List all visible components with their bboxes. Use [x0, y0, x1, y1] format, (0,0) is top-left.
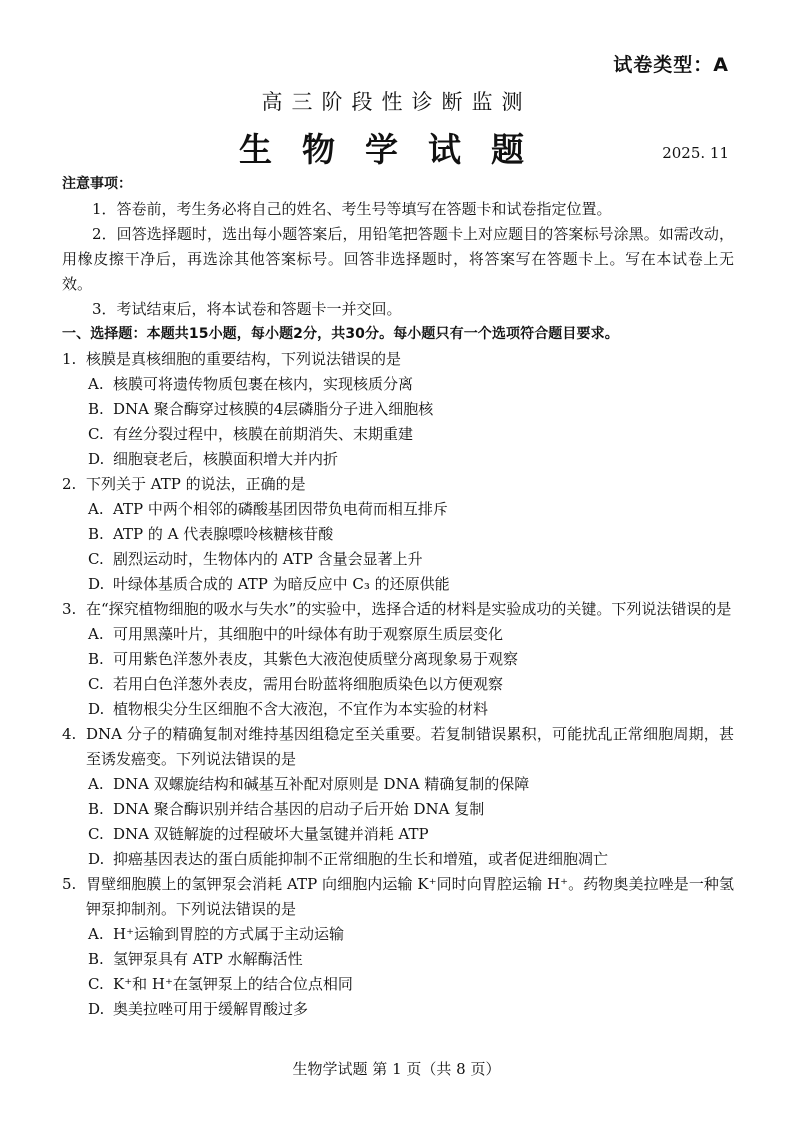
- option-letter: C.: [88, 825, 104, 843]
- question-number: 2.: [62, 475, 77, 493]
- question-stem: [62, 722, 734, 772]
- option-letter: B.: [88, 650, 104, 668]
- option-text: 可用紫色洋葱外表皮，其紫色大液泡使质壁分离现象易于观察: [113, 650, 519, 668]
- option-letter: C.: [88, 550, 104, 568]
- option-letter: A.: [88, 625, 104, 643]
- question-text: 下列关于 ATP 的说法，正确的是: [86, 475, 306, 493]
- option: [62, 572, 734, 597]
- option-text: DNA 聚合酶识别并结合基因的启动子后开始 DNA 复制: [113, 800, 485, 818]
- option: [62, 672, 734, 697]
- option-text: DNA 双链解旋的过程破坏大量氢键并消耗 ATP: [113, 825, 429, 843]
- exam-body: [62, 172, 734, 1022]
- option: [62, 397, 734, 422]
- option-text: H⁺运输到胃腔的方式属于主动运输: [113, 925, 345, 943]
- option: [62, 822, 734, 847]
- exam-title: 生物学试题: [239, 130, 554, 169]
- option-text: 奥美拉唑可用于缓解胃酸过多: [113, 1000, 309, 1018]
- option-letter: A.: [88, 775, 104, 793]
- option-text: 剧烈运动时，生物体内的 ATP 含量会显著上升: [113, 550, 423, 568]
- option-letter: A.: [88, 500, 104, 518]
- option-letter: D.: [88, 1000, 105, 1018]
- question-stem: [62, 597, 734, 622]
- question-number: 1.: [62, 350, 77, 368]
- option-letter: B.: [88, 950, 104, 968]
- option-letter: C.: [88, 675, 104, 693]
- option-text: 核膜可将遗传物质包裹在核内，实现核质分离: [113, 375, 414, 393]
- option-text: DNA 双螺旋结构和碱基互补配对原则是 DNA 精确复制的保障: [113, 775, 530, 793]
- question-stem: [62, 347, 734, 372]
- question-text: 胃壁细胞膜上的氢钾泵会消耗 ATP 向细胞内运输 K⁺同时向胃腔运输 H⁺。药物奥美拉唑是一种氢钾泵抑制剂。下列说法错误的是: [86, 875, 734, 918]
- option-letter: C.: [88, 425, 104, 443]
- option: [62, 497, 734, 522]
- option-text: 细胞衰老后，核膜面积增大并内折: [113, 450, 339, 468]
- question-text: 在“探究植物细胞的吸水与失水”的实验中，选择合适的材料是实验成功的关键。下列说法错误的是: [86, 600, 732, 618]
- option-text: 抑癌基因表达的蛋白质能抑制不正常细胞的生长和增殖，或者促进细胞凋亡: [113, 850, 609, 868]
- notice-item: 2．回答选择题时，选出每小题答案后，用铅笔把答题卡上对应题目的答案标号涂黑。如需改动，用橡皮擦干净后，再选涂其他答案标号。回答非选择题时，将答案写在答题卡上。写在本试卷上无效。: [62, 225, 734, 293]
- option-letter: D.: [88, 575, 105, 593]
- option: [62, 622, 734, 647]
- option: [62, 372, 734, 397]
- option-letter: D.: [88, 700, 105, 718]
- question-stem: [62, 472, 734, 497]
- option-letter: B.: [88, 800, 104, 818]
- notice-label: 注意事项：: [62, 176, 132, 192]
- notice-item: 1．答卷前，考生务必将自己的姓名、考生号等填写在答题卡和试卷指定位置。: [92, 200, 612, 218]
- paper-type-label: 试卷类型：A: [613, 54, 729, 76]
- option-text: 若用白色洋葱外表皮，需用台盼蓝将细胞质染色以方便观察: [113, 675, 504, 693]
- option-letter: C.: [88, 975, 104, 993]
- exam-date: 2025. 11: [662, 144, 729, 162]
- option-text: 可用黑藻叶片，其细胞中的叶绿体有助于观察原生质层变化: [113, 625, 504, 643]
- question-number: 3.: [62, 600, 77, 618]
- option-letter: B.: [88, 525, 104, 543]
- question-text: DNA 分子的精确复制对维持基因组稳定至关重要。若复制错误累积，可能扰乱正常细胞周期，甚至诱发癌变。下列说法错误的是: [86, 725, 734, 768]
- option: [62, 922, 734, 947]
- option: [62, 947, 734, 972]
- option: [62, 972, 734, 997]
- option: [62, 522, 734, 547]
- option: [62, 647, 734, 672]
- option-letter: A.: [88, 925, 104, 943]
- option-text: ATP 的 A 代表腺嘌呤核糖核苷酸: [113, 525, 334, 543]
- option: [62, 422, 734, 447]
- option-text: 氢钾泵具有 ATP 水解酶活性: [113, 950, 303, 968]
- question-number: 4.: [62, 725, 77, 743]
- option: [62, 797, 734, 822]
- exam-subtitle: 高三阶段性诊断监测: [261, 90, 532, 114]
- option-text: 植物根尖分生区细胞不含大液泡，不宜作为本实验的材料: [113, 700, 489, 718]
- section-title: 一、选择题：本题共15小题，每小题2分，共30分。每小题只有一个选项符合题目要求。: [62, 326, 619, 342]
- option: [62, 547, 734, 572]
- question-stem: [62, 872, 734, 922]
- question-text: 核膜是真核细胞的重要结构，下列说法错误的是: [86, 350, 402, 368]
- notice-item: 3．考试结束后，将本试卷和答题卡一并交回。: [92, 300, 402, 318]
- option-text: K⁺和 H⁺在氢钾泵上的结合位点相同: [113, 975, 353, 993]
- option-letter: D.: [88, 450, 105, 468]
- option-letter: B.: [88, 400, 104, 418]
- question-number: 5.: [62, 875, 77, 893]
- page-footer: 生物学试题 第 1 页（共 8 页）: [292, 1060, 501, 1078]
- option-text: ATP 中两个相邻的磷酸基团因带负电荷而相互排斥: [113, 500, 448, 518]
- option-letter: D.: [88, 850, 105, 868]
- option: [62, 847, 734, 872]
- option-text: 有丝分裂过程中，核膜在前期消失、末期重建: [113, 425, 414, 443]
- option: [62, 772, 734, 797]
- option-letter: A.: [88, 375, 104, 393]
- option-text: DNA 聚合酶穿过核膜的4层磷脂分子进入细胞核: [113, 400, 434, 418]
- option: [62, 697, 734, 722]
- option-text: 叶绿体基质合成的 ATP 为暗反应中 C₃ 的还原供能: [113, 575, 450, 593]
- option: [62, 447, 734, 472]
- option: [62, 997, 734, 1022]
